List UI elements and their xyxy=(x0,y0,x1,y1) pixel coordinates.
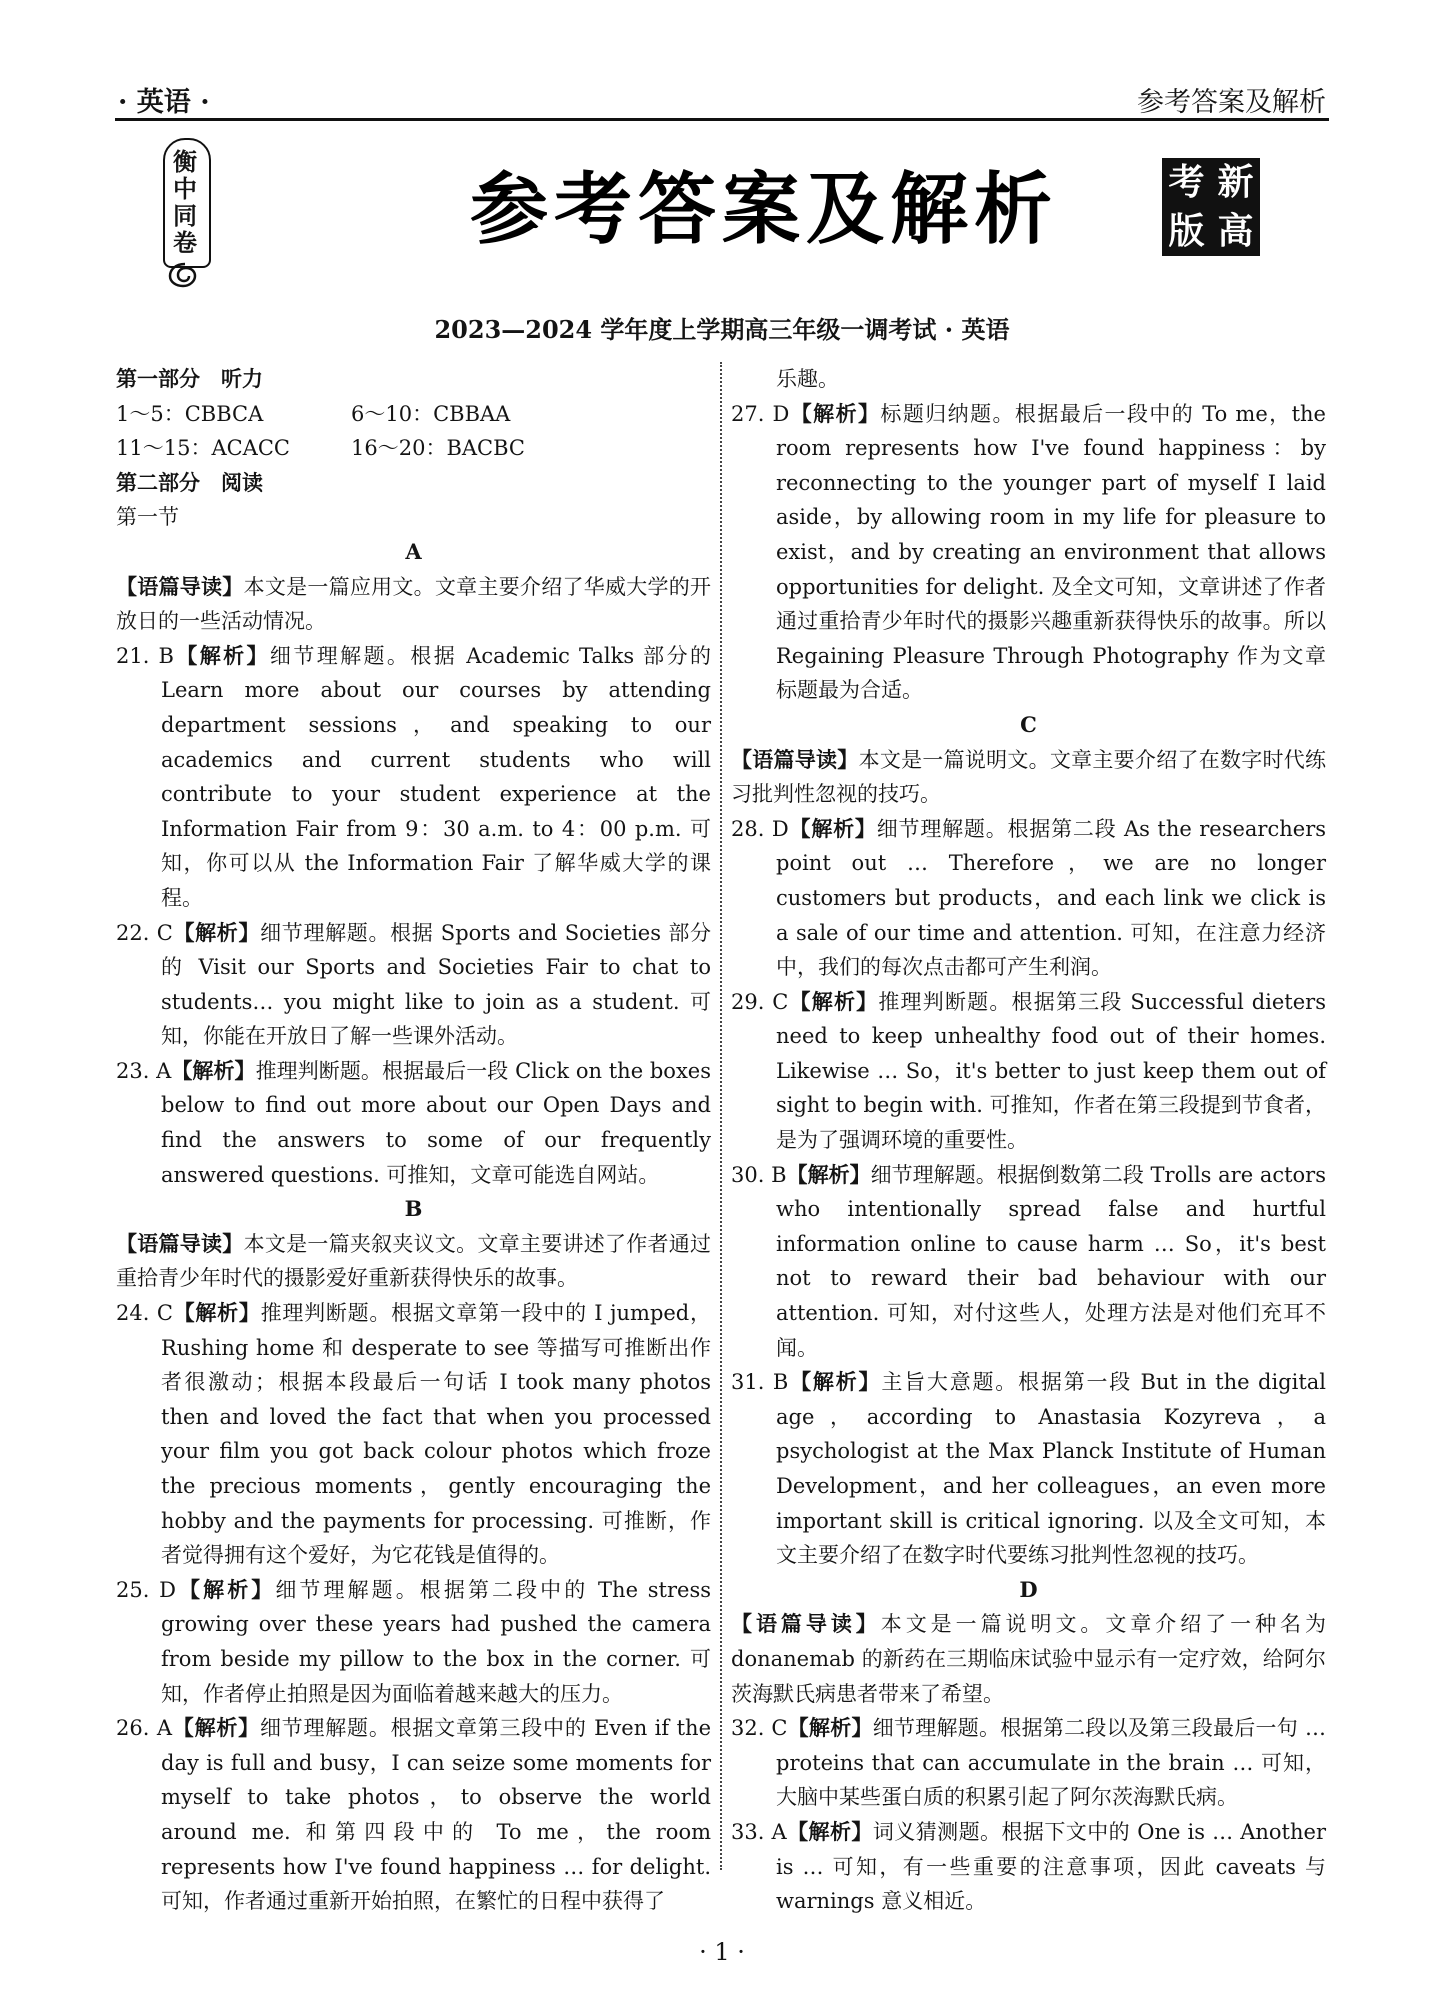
seal-char: 同 xyxy=(173,201,197,230)
answer-number: 25. D xyxy=(116,1577,176,1602)
analysis-label: 【解析】 xyxy=(175,1576,276,1602)
listening-answers: 16～20：BACBC xyxy=(351,436,525,461)
answer-number: 29. C xyxy=(731,989,789,1014)
answer-item xyxy=(116,1054,711,1192)
seal-logo xyxy=(163,138,207,288)
listening-answers-row xyxy=(116,397,711,432)
analysis-label: 【解析】 xyxy=(172,1715,260,1741)
page-title: 参考答案及解析 xyxy=(470,165,1059,255)
guide-label: 【语篇导读】 xyxy=(731,746,859,772)
analysis-label: 【解析】 xyxy=(173,642,270,668)
answer-number: 23. A xyxy=(116,1058,172,1083)
guide-text: 本文是一篇夹叙夹议文。文章主要讲述了作者通过重拾青少年时代的摄影爱好重新获得快乐的故事。 xyxy=(116,1231,712,1291)
guide-label: 【语篇导读】 xyxy=(731,1611,881,1637)
passage-letter: C xyxy=(1020,711,1037,737)
guide-label: 【语篇导读】 xyxy=(116,573,244,599)
badge-char: 新 xyxy=(1217,162,1254,203)
analysis-label: 【解析】 xyxy=(788,815,877,841)
answer-item xyxy=(116,1711,711,1919)
passage-guide xyxy=(731,743,1326,812)
guide-text: 本文是一篇说明文。文章主要介绍了在数字时代练习批判性忽视的技巧。 xyxy=(731,747,1327,807)
badge-char: 考 xyxy=(1168,162,1205,203)
guide-label: 【语篇导读】 xyxy=(116,1230,244,1256)
analysis-label: 【解析】 xyxy=(172,919,261,945)
answer-number: 28. D xyxy=(731,816,789,841)
passage-guide xyxy=(731,1607,1326,1711)
answer-item xyxy=(731,812,1326,985)
right-column xyxy=(731,362,1326,1919)
guide-text: 本文是一篇说明文。文章介绍了一种名为 donanemab 的新药在三期临床试验中显示有一定疗效，给阿尔茨海默氏病患者带来了希望。 xyxy=(731,1612,1327,1706)
analysis-label: 【解析】 xyxy=(788,988,879,1014)
analysis-label: 【解析】 xyxy=(788,1369,882,1395)
swirl-icon xyxy=(167,262,203,288)
answer-explanation: 细节理解题。根据倒数第二段 Trolls are actors who intentionally spread false and hurtful information online to cause harm … So，it's best not to reward their bad behaviour with our attention. 可知，对付这些人，处理方法是对他们充耳不闻。 xyxy=(776,1162,1326,1360)
column-divider xyxy=(720,362,722,1870)
part-heading: 第二部分 阅读 xyxy=(116,469,263,495)
seal-char: 衡 xyxy=(173,147,197,176)
answer-item xyxy=(731,1158,1326,1366)
answer-item xyxy=(731,1815,1326,1919)
answer-number: 24. C xyxy=(116,1301,173,1326)
badge-char: 版 xyxy=(1168,211,1205,252)
answer-item xyxy=(116,1296,711,1573)
passage-letter: D xyxy=(1019,1576,1038,1602)
answer-explanation: 细节理解题。根据第二段 As the researchers point out … Therefore，we are no longer customers but products，and each link we click is a sale of our time and attention. 可知，在注意力经济中，我们的每次点击都可产生利润。 xyxy=(776,816,1327,980)
section-heading: 第一节 xyxy=(116,505,179,530)
seal-char: 卷 xyxy=(173,228,197,257)
part-heading: 第一部分 听力 xyxy=(116,366,263,391)
answer-item xyxy=(116,1573,711,1711)
analysis-label: 【解析】 xyxy=(171,1057,256,1083)
answer-item xyxy=(731,397,1326,708)
answer-explanation: 词义猜测题。根据下文中的 One is … Another is … 可知，有一些重要的注意事项，因此 caveats 与 warnings 意义相近。 xyxy=(776,1819,1326,1914)
answer-explanation: 推理判断题。根据第三段 Successful dieters need to keep unhealthy food out of their homes. Likewise … So，it's better to just keep them out of sight to begin with. 可推知，作者在第三段提到节食者，是为了强调环境的重要性。 xyxy=(776,989,1326,1153)
analysis-label: 【解析】 xyxy=(786,1818,873,1844)
answer-number: 26. A xyxy=(116,1716,173,1741)
badge-char: 高 xyxy=(1217,211,1254,252)
answer-continuation: 乐趣。 xyxy=(776,367,839,391)
seal-text xyxy=(163,148,207,256)
answer-explanation: 细节理解题。根据第二段中的 The stress growing over these years had pushed the camera from beside my pillow to the box in the corner. 可知，作者停止拍照是因为面临着越来越大的压力。 xyxy=(161,1577,711,1706)
left-column xyxy=(116,362,711,1919)
guide-text: 本文是一篇应用文。文章主要介绍了华威大学的开放日的一些活动情况。 xyxy=(116,574,712,634)
answer-explanation: 标题归纳题。根据最后一段中的 To me，the room represents how I've found happiness：by reconnecting to the younger part of myself I laid aside，by allowing room in my life for pleasure to exist，and by creating an environment that allows opportunities for delight. 及全文可知，文章讲述了作者通过重拾青少年时代的摄影兴趣重新获得快乐的故事。所以 Regaining Pleasure Through Photography 作为文章标题最为合适。 xyxy=(776,401,1326,703)
analysis-label: 【解析】 xyxy=(786,1161,871,1187)
answer-explanation: 细节理解题。根据第二段以及第三段最后一句 … proteins that can accumulate in the brain … 可知，大脑中某些蛋白质的积累引起了阿尔茨海默氏病。 xyxy=(776,1716,1326,1810)
listening-answers-row xyxy=(116,431,711,466)
answer-item xyxy=(731,1365,1326,1573)
answer-item xyxy=(731,985,1326,1158)
analysis-label: 【解析】 xyxy=(172,1300,261,1326)
header-subject: · 英语 · xyxy=(118,87,210,118)
passage-letter: A xyxy=(405,538,422,564)
answer-explanation: 主旨大意题。根据第一段 But in the digital age，according to Anastasia Kozyreva，a psychologist at the Max Planck Institute of Human Development，and her colleagues，an even more important skill is critical ignoring. 以及全文可知，本文主要介绍了在数字时代要练习批判性忽视的技巧。 xyxy=(776,1370,1326,1568)
answer-number: 22. C xyxy=(116,920,173,945)
answer-number: 27. D xyxy=(731,401,790,426)
answer-item xyxy=(731,1711,1326,1815)
seal-char: 中 xyxy=(173,174,197,203)
listening-answers: 1～5：CBBCA xyxy=(116,401,264,426)
new-gaokao-badge xyxy=(1162,158,1260,256)
answer-number: 30. B xyxy=(731,1162,787,1187)
answer-explanation: 推理判断题。根据最后一段 Click on the boxes below to find out more about our Open Days and find the answers to some of our frequently answered questions. 可推知，文章可能选自网站。 xyxy=(161,1058,711,1187)
listening-answers: 6～10：CBBAA xyxy=(351,401,511,426)
passage-guide xyxy=(116,570,711,639)
answer-number: 33. A xyxy=(731,1819,787,1844)
answer-number: 31. B xyxy=(731,1370,789,1395)
answer-item xyxy=(116,639,711,916)
listening-answers: 11～15：ACACC xyxy=(116,436,290,461)
answer-explanation: 推理判断题。根据文章第一段中的 I jumped，Rushing home 和 desperate to see 等描写可推断出作者很激动；根据本段最后一句话 I took many photos then and loved the fact that when you processed your film you got back colour photos which froze the precious moments，gently encouraging the hobby and the payments for processing. 可推断，作者觉得拥有这个爱好，为它花钱是值得的。 xyxy=(161,1301,712,1568)
page-number: · 1 · xyxy=(699,1938,745,1966)
answer-explanation: 细节理解题。根据 Academic Talks 部分的 Learn more about our courses by attending department sessions，and speaking to our academics and current students who will contribute to your student experience at the Information Fair from 9：30 a.m. to 4：00 p.m. 可知，你可以从 the Information Fair 了解华威大学的课程。 xyxy=(161,643,711,910)
passage-letter: B xyxy=(404,1196,423,1222)
exam-title: 2023—2024 学年度上学期高三年级一调考试 · 英语 xyxy=(434,315,1010,344)
answer-number: 32. C xyxy=(731,1716,788,1741)
answer-explanation: 细节理解题。根据文章第三段中的 Even if the day is full and busy，I can seize some moments for myself to take photos，to observe the world around me. 和第四段中的 To me，the room represents how I've found happiness … for delight. 可知，作者通过重新开始拍照，在繁忙的日程中获得了 xyxy=(161,1716,712,1914)
header-section-title: 参考答案及解析 xyxy=(1137,87,1326,118)
answer-number: 21. B xyxy=(116,643,174,668)
analysis-label: 【解析】 xyxy=(787,1715,873,1741)
passage-guide xyxy=(116,1227,711,1296)
answer-item xyxy=(116,916,711,1054)
answer-explanation: 细节理解题。根据 Sports and Societies 部分的 Visit our Sports and Societies Fair to chat to students… you might like to join as a student. 可知，你能在开放日了解一些课外活动。 xyxy=(161,920,711,1049)
header-rule xyxy=(115,118,1329,121)
analysis-label: 【解析】 xyxy=(789,400,881,426)
